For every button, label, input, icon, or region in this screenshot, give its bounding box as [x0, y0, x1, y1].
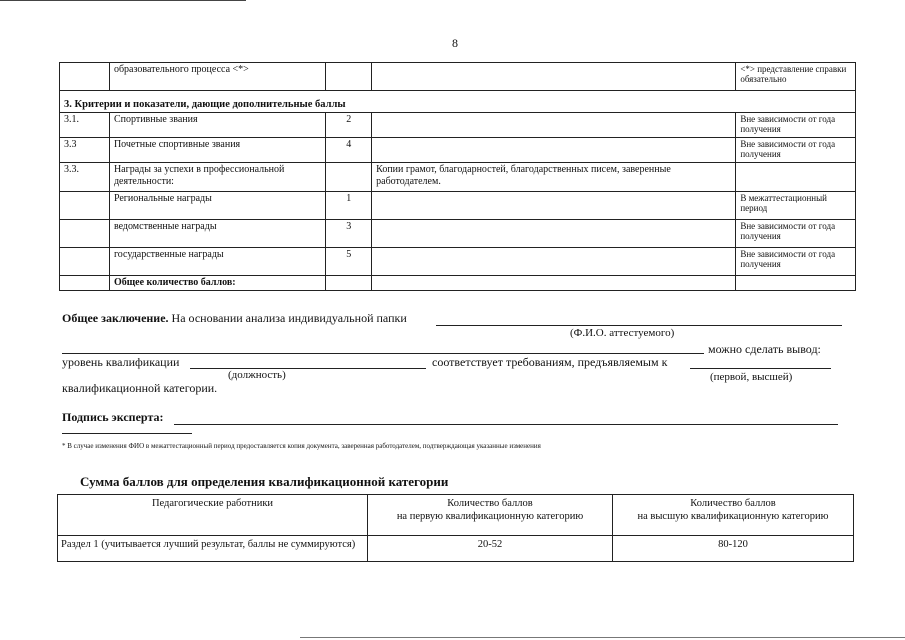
table-row	[60, 63, 856, 91]
row-points: 1	[326, 192, 372, 220]
sum-header-1: Педагогические работники	[58, 495, 368, 536]
row-note: В межаттестационный период	[736, 192, 856, 220]
sum-header-3	[613, 495, 854, 536]
row-label: государственные награды	[109, 248, 325, 276]
row-label: образовательного процесса <*>	[109, 63, 325, 91]
page-number: 8	[452, 36, 458, 50]
row-num: 3.3.	[60, 163, 110, 192]
conclusion-text-2: можно сделать вывод:	[708, 342, 821, 356]
conclusion-title: Общее заключение.	[62, 311, 169, 325]
row-docs	[372, 113, 736, 138]
row-docs	[372, 138, 736, 163]
signature-label: Подпись эксперта:	[62, 410, 164, 424]
sum-table	[57, 494, 854, 562]
conclusion-line-1	[62, 312, 407, 324]
table-row	[60, 138, 856, 163]
sum-header-2-line2: на первую квалификационную категорию	[396, 511, 584, 523]
row-note: Вне зависимости от года получения	[736, 138, 856, 163]
fio-continuation-line	[62, 353, 704, 354]
row-note: Вне зависимости от года получения	[736, 113, 856, 138]
row-label: Почетные спортивные звания	[109, 138, 325, 163]
conclusion-text-5: квалификационной категории.	[62, 381, 218, 395]
hint-category: (первой, высшей)	[710, 371, 793, 383]
conclusion-text-4: соответствует требованиям, предъявляемым к	[432, 355, 668, 369]
row-num: 3.3	[60, 138, 110, 163]
row-label: Награды за успехи в профессиональной деятельности:	[109, 163, 325, 192]
total-row	[60, 276, 856, 291]
row-points: 5	[326, 248, 372, 276]
row-points: 4	[326, 138, 372, 163]
row-docs	[372, 192, 736, 220]
row-note	[736, 163, 856, 192]
category-fill-line	[690, 368, 831, 369]
footnote: * В случае изменения ФИО в межаттестационный период предоставляется копия документа, заверенная работодателем, подтверждающая указанные изменения	[62, 442, 541, 450]
footnote-rule	[62, 433, 192, 434]
conclusion-text-1: На основании анализа индивидуальной папки	[171, 311, 407, 325]
position-fill-line	[190, 368, 426, 369]
fio-fill-line	[436, 325, 842, 326]
row-docs: Копии грамот, благодарностей, благодарственных писем, заверенные работодателем.	[372, 163, 736, 192]
table-row	[60, 113, 856, 138]
row-num: 3.1.	[60, 113, 110, 138]
table-row	[60, 163, 856, 192]
row-label: Региональные награды	[109, 192, 325, 220]
hint-position: (должность)	[228, 369, 286, 381]
row-num	[60, 192, 110, 220]
row-docs	[372, 248, 736, 276]
conclusion-text-3: уровень квалификации	[62, 355, 180, 369]
row-label: ведомственные награды	[109, 220, 325, 248]
sum-row-first: 20-52	[368, 536, 613, 562]
sum-header-3-line1: Количество баллов	[690, 498, 776, 509]
sum-header-row	[58, 495, 854, 536]
sum-row-label: Раздел 1 (учитывается лучший результат, баллы не суммируются)	[58, 536, 368, 562]
row-note: <*> представление справки обязательно	[736, 63, 856, 91]
total-label: Общее количество баллов:	[109, 276, 325, 291]
signature-fill-line	[174, 424, 838, 425]
table-row	[60, 248, 856, 276]
sum-title: Сумма баллов для определения квалификационной категории	[80, 474, 449, 489]
table-row	[60, 192, 856, 220]
row-note: Вне зависимости от года получения	[736, 248, 856, 276]
row-label: Спортивные звания	[109, 113, 325, 138]
row-note: Вне зависимости от года получения	[736, 220, 856, 248]
sum-header-2	[368, 495, 613, 536]
row-docs	[372, 220, 736, 248]
row-points: 2	[326, 113, 372, 138]
table-row	[60, 220, 856, 248]
row-num	[60, 248, 110, 276]
section-title: 3. Критерии и показатели, дающие дополнительные баллы	[60, 91, 856, 113]
sum-header-2-line1: Количество баллов	[447, 498, 533, 509]
hint-fio: (Ф.И.О. аттестуемого)	[570, 327, 675, 339]
row-points	[326, 163, 372, 192]
section-row	[60, 91, 856, 113]
row-num	[60, 220, 110, 248]
table-row	[58, 536, 854, 562]
sum-header-3-line2: на высшую квалификационную категорию	[637, 511, 829, 523]
criteria-table	[59, 62, 856, 291]
top-rule	[0, 0, 246, 1]
bottom-rule	[300, 637, 905, 638]
row-points: 3	[326, 220, 372, 248]
sum-row-highest: 80-120	[613, 536, 854, 562]
